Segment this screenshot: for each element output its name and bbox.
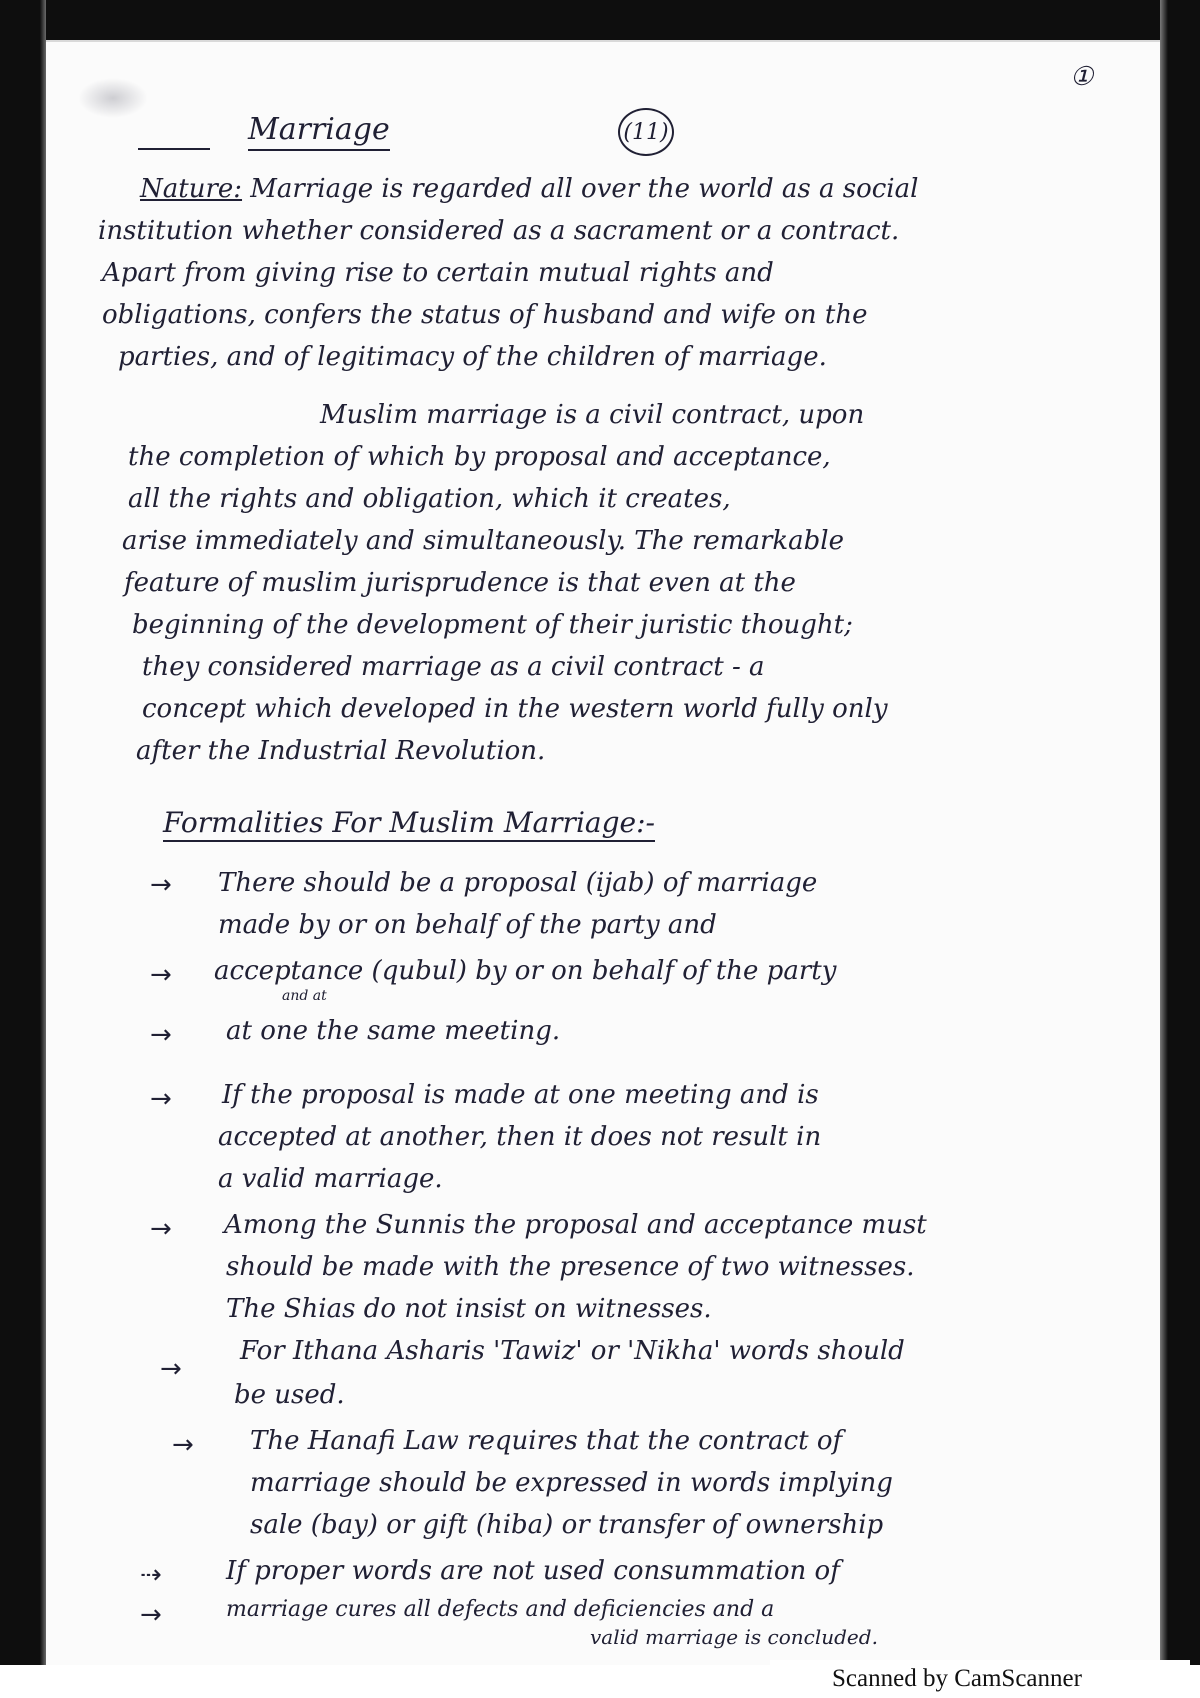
formality-5-line-1: Among the Sunnis the proposal and acceptance must <box>224 1210 927 1240</box>
bottom-margin <box>0 1665 770 1698</box>
nature-line-3: Apart from giving rise to certain mutual rights and <box>102 258 774 288</box>
nature-line-1: Nature: Marriage is regarded all over the world as a social <box>140 174 919 204</box>
formality-6-line-2: be used. <box>234 1380 345 1410</box>
formality-5-line-2: should be made with the presence of two witnesses. <box>226 1252 915 1282</box>
formality-7-line-2: marriage should be expressed in words implying <box>250 1468 893 1498</box>
formality-4-line-3: a valid marriage. <box>218 1164 443 1194</box>
formality-7-line-1: The Hanafi Law requires that the contract of <box>250 1426 843 1456</box>
muslim-line-2: the completion of which by proposal and acceptance, <box>128 442 831 472</box>
muslim-line-8: concept which developed in the western world fully only <box>142 694 888 724</box>
arrow-icon: → <box>150 1214 172 1244</box>
arrow-icon: → <box>150 960 172 990</box>
muslim-line-1: Muslim marriage is a civil contract, upon <box>320 400 865 430</box>
scan-border-top <box>0 0 1200 40</box>
formality-3-line-1: at one the same meeting. <box>226 1016 561 1046</box>
formality-1-line-1: There should be a proposal (ijab) of marriage <box>218 868 818 898</box>
corner-number: ① <box>1070 62 1094 92</box>
arrow-icon: → <box>160 1354 182 1384</box>
arrow-icon: → <box>172 1430 194 1460</box>
formality-2-insert: and at <box>282 988 327 1004</box>
formality-6-line-1: For Ithana Asharis 'Tawiz' or 'Nikha' words should <box>240 1336 905 1366</box>
nature-line-5: parties, and of legitimacy of the children of marriage. <box>118 342 827 372</box>
formality-1-line-2: made by or on behalf of the party and <box>218 910 717 940</box>
nature-label: Nature: <box>140 174 243 204</box>
title-dash <box>138 148 210 150</box>
muslim-line-4: arise immediately and simultaneously. The remarkable <box>122 526 844 556</box>
formality-4-line-2: accepted at another, then it does not result in <box>218 1122 822 1152</box>
page-number: (11) <box>618 108 674 156</box>
muslim-line-5: feature of muslim jurisprudence is that even at the <box>124 568 796 598</box>
formality-2-line-1: acceptance (qubul) by or on behalf of the party <box>214 956 837 986</box>
muslim-line-3: all the rights and obligation, which it creates, <box>128 484 731 514</box>
nature-line-4: obligations, confers the status of husband and wife on the <box>102 300 868 330</box>
arrow-icon: → <box>140 1600 162 1630</box>
nature-line-2: institution whether considered as a sacrament or a contract. <box>98 216 900 246</box>
scan-border-left <box>0 0 46 1665</box>
formalities-heading: Formalities For Muslim Marriage:- <box>163 806 655 842</box>
formality-9-line-1: marriage cures all defects and deficiencies and a <box>226 1597 775 1622</box>
formality-8-line-1: If proper words are not used consummation of <box>226 1556 840 1586</box>
arrow-icon: → <box>150 870 172 900</box>
muslim-line-6: beginning of the development of their juristic thought; <box>132 610 853 640</box>
arrow-icon: → <box>150 1020 172 1050</box>
arrow-icon: → <box>150 1084 172 1114</box>
muslim-line-9: after the Industrial Revolution. <box>136 736 546 766</box>
scan-border-right <box>1160 0 1200 1665</box>
formality-9-line-2: valid marriage is concluded. <box>590 1625 878 1649</box>
scanner-watermark: Scanned by CamScanner <box>832 1665 1082 1692</box>
formality-5-line-3: The Shias do not insist on witnesses. <box>226 1294 712 1324</box>
ink-smudge <box>78 78 148 118</box>
dashed-arrow-icon: ⇢ <box>140 1560 162 1590</box>
muslim-line-7: they considered marriage as a civil contract - a <box>142 652 765 682</box>
formality-7-line-3: sale (bay) or gift (hiba) or transfer of ownership <box>250 1510 884 1540</box>
page-title: Marriage <box>248 112 390 151</box>
formality-4-line-1: If the proposal is made at one meeting and is <box>222 1080 819 1110</box>
